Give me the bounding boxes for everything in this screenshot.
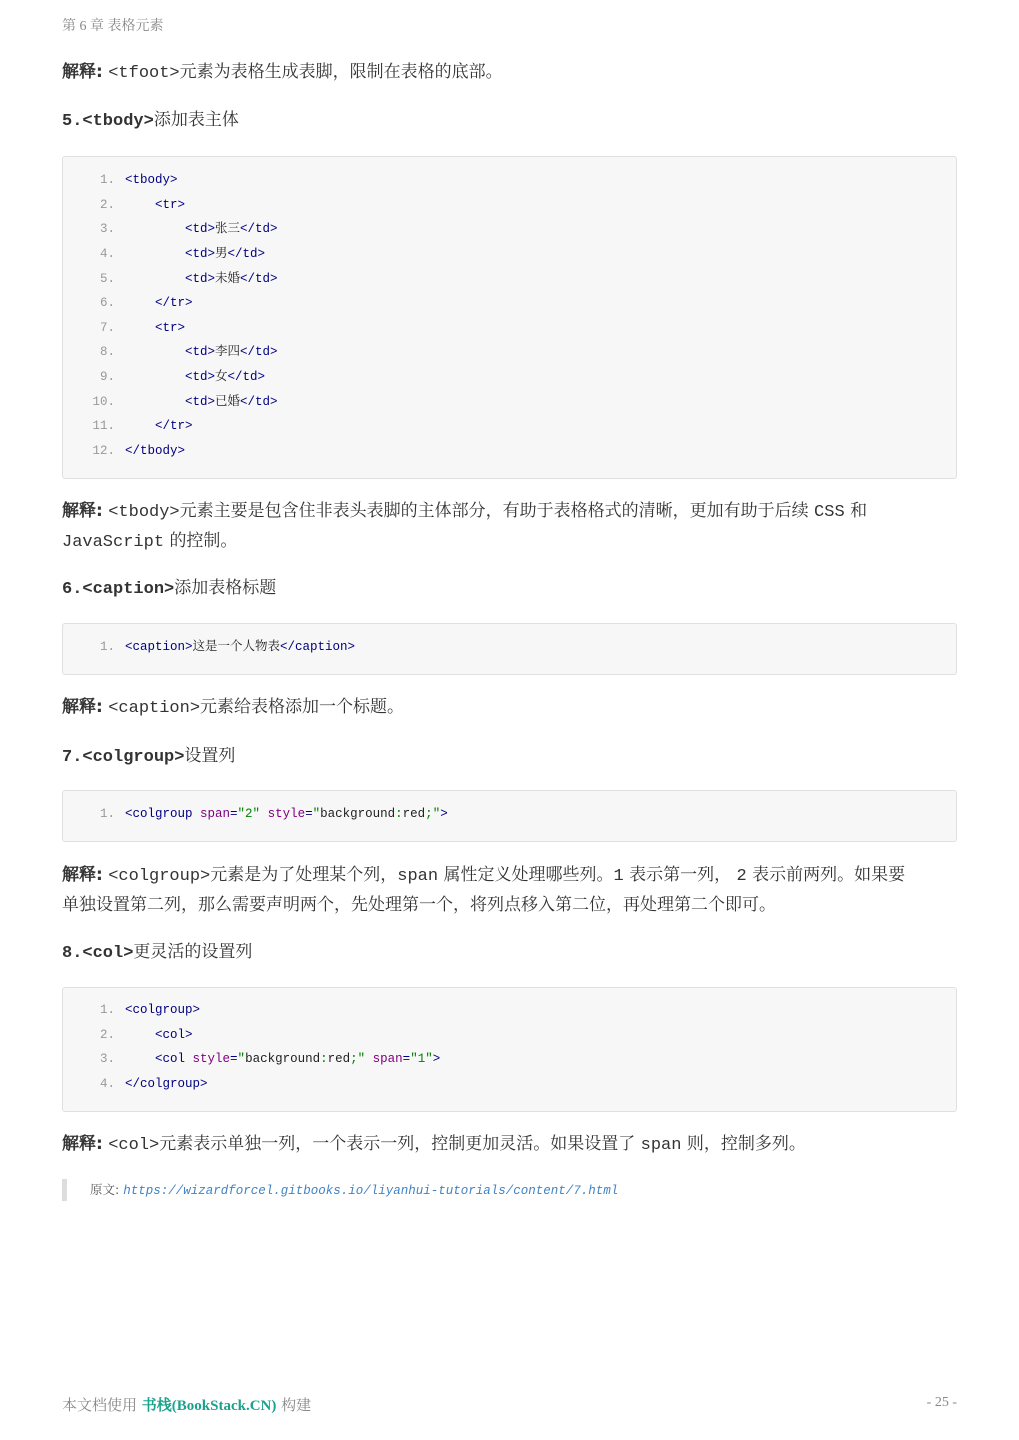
line-number: 4. [99,247,115,261]
line-number: 9. [99,370,115,384]
footer-brand-link[interactable]: 书栈(BookStack.CN) [141,1398,277,1414]
explanation-label: 解释: [62,501,103,521]
code-value: "1" [410,1052,433,1066]
inline-code: span [640,1136,682,1155]
code-token: = [402,1052,411,1066]
code-token: </td> [240,395,278,409]
code-attr: span [372,1052,403,1066]
code-text: 这是一个人物表 [192,640,281,654]
line-number: 4. [99,1077,115,1091]
line-number: 1. [99,1003,115,1017]
source-label: 原文: [90,1182,120,1197]
code-token: = [230,807,238,821]
code-value: " [432,807,441,821]
code-attr: style [192,1052,231,1066]
explanation-text: 表示第一列， [629,865,732,885]
code-attr: style [267,807,306,821]
heading-text: 更灵活的设置列 [133,942,253,962]
code-token: <td> [185,370,216,384]
line-number: 3. [99,222,115,236]
code-space [260,807,268,821]
running-header: 第 6 章 表格元素 [62,19,164,34]
code-token: </td> [240,222,278,236]
explanation-text: 元素主要是包含住非表头表脚的主体部分，有助于表格格式的清晰，更加有助于后续 [179,501,809,521]
footer-credit [62,1394,311,1415]
line-number: 12. [92,444,115,458]
explanation-text: 则，控制多列。 [686,1134,806,1154]
code-token: </td> [227,247,266,261]
footer-prefix: 本文档使用 [62,1396,138,1414]
code-token: <td> [185,272,216,286]
line-number: 1. [99,807,115,821]
code-text: 李四 [215,345,241,359]
line-number: 1. [99,640,115,654]
code-token: </caption> [280,640,356,654]
line-number: 11. [92,419,115,433]
explanation-text: 元素给表格添加一个标题。 [200,697,405,717]
code-token: </td> [240,272,278,286]
heading-text: 设置列 [184,746,236,766]
code-token: </tr> [155,419,193,433]
code-token: = [230,1052,238,1066]
explanation-text: 和 [850,501,868,521]
heading-colgroup [62,744,235,770]
heading-tag: 6.<caption> [62,580,175,599]
code-token: <td> [185,222,216,236]
heading-tag: 8.<col> [62,944,134,963]
line-number: 6. [99,296,115,310]
heading-text: 添加表主体 [153,110,239,130]
code-token: <tr> [155,321,186,335]
heading-tbody [62,108,239,134]
page-number: - 25 - [926,1395,957,1410]
code-block-col [62,987,957,1112]
code-token: <td> [185,247,216,261]
inline-code-tag: <tfoot> [108,64,180,83]
explanation-colgroup [62,861,957,919]
heading-caption [62,576,276,602]
explanation-tbody [62,497,957,557]
explanation-caption [62,693,957,723]
explanation-text: 元素为表格生成表脚，限制在表格的底部。 [179,62,503,82]
heading-text: 添加表格标题 [174,578,277,598]
inline-code: 1 [613,867,624,886]
code-token: <tbody> [125,173,178,187]
code-text: background [320,807,396,821]
explanation-label: 解释: [62,1134,103,1154]
inline-code: CSS [814,503,845,522]
code-value: " [312,807,321,821]
code-token: = [305,807,313,821]
code-value: " [237,1052,246,1066]
code-token: <caption> [125,640,193,654]
footer-suffix: 构建 [281,1396,312,1414]
code-attr: span [200,807,231,821]
explanation-text: 属性定义处理哪些列。 [443,865,614,885]
line-number: 2. [99,198,115,212]
code-token: </tbody> [125,444,186,458]
code-token: </td> [227,370,266,384]
heading-tag: 7.<colgroup> [62,748,185,767]
line-number: 5. [99,272,115,286]
code-text: 未婚 [215,272,241,286]
code-value: : [320,1052,328,1066]
code-text: 张三 [215,222,241,236]
line-number: 3. [99,1052,115,1066]
explanation-text: 单独设置第二列，那么需要声明两个，先处理第一个，将列点移入第二位，再处理第二个即可。 [62,895,776,915]
code-token: <colgroup [125,807,201,821]
code-value: " [357,1052,366,1066]
explanation-tfoot [62,58,957,88]
inline-code-tag: <colgroup> [108,867,211,886]
explanation-text: 表示前两列。如果要 [752,865,906,885]
code-token: </td> [240,345,278,359]
line-number: 7. [99,321,115,335]
explanation-label: 解释: [62,62,103,82]
code-value: : [395,807,403,821]
code-text: 男 [215,247,228,261]
code-token: <td> [185,345,216,359]
code-token: <td> [185,395,216,409]
code-token: <colgroup> [125,1003,201,1017]
inline-code-tag: <caption> [108,699,201,718]
code-value: "2" [237,807,261,821]
explanation-label: 解释: [62,697,103,717]
heading-col [62,940,252,966]
code-block-caption [62,623,957,675]
code-text: 已婚 [215,395,241,409]
code-block-tbody [62,156,957,479]
code-space [365,1052,373,1066]
line-number: 8. [99,345,115,359]
source-link[interactable]: https://wizardforcel.gitbooks.io/liyanhui-tutorials/content/7.html [123,1184,619,1198]
explanation-text: 元素是为了处理某个列， [210,865,398,885]
line-number: 2. [99,1028,115,1042]
code-token: <col [155,1052,193,1066]
line-number: 10. [92,395,115,409]
code-token: <col> [155,1028,193,1042]
explanation-label: 解释: [62,865,103,885]
code-token: </tr> [155,296,193,310]
code-block-colgroup [62,790,957,842]
inline-code-tag: <col> [108,1136,160,1155]
inline-code: span [397,867,439,886]
explanation-text: 元素表示单独一列，一个表示一列，控制更加灵活。如果设置了 [159,1134,636,1154]
code-text: red [327,1052,351,1066]
code-value: ; [350,1052,358,1066]
inline-code: JavaScript [62,533,165,552]
code-text: red [402,807,426,821]
explanation-text: 的控制。 [169,531,238,551]
inline-code-tag: <tbody> [108,503,180,522]
code-token: > [432,1052,441,1066]
explanation-col [62,1130,957,1160]
code-token: </colgroup> [125,1077,208,1091]
code-text: 女 [215,370,228,384]
code-token: > [440,807,448,821]
source-quote [62,1179,618,1201]
line-number: 1. [99,173,115,187]
heading-tag: 5.<tbody> [62,112,154,131]
code-value: ; [425,807,433,821]
inline-code: 2 [736,867,747,886]
code-token: <tr> [155,198,186,212]
code-text: background [245,1052,321,1066]
